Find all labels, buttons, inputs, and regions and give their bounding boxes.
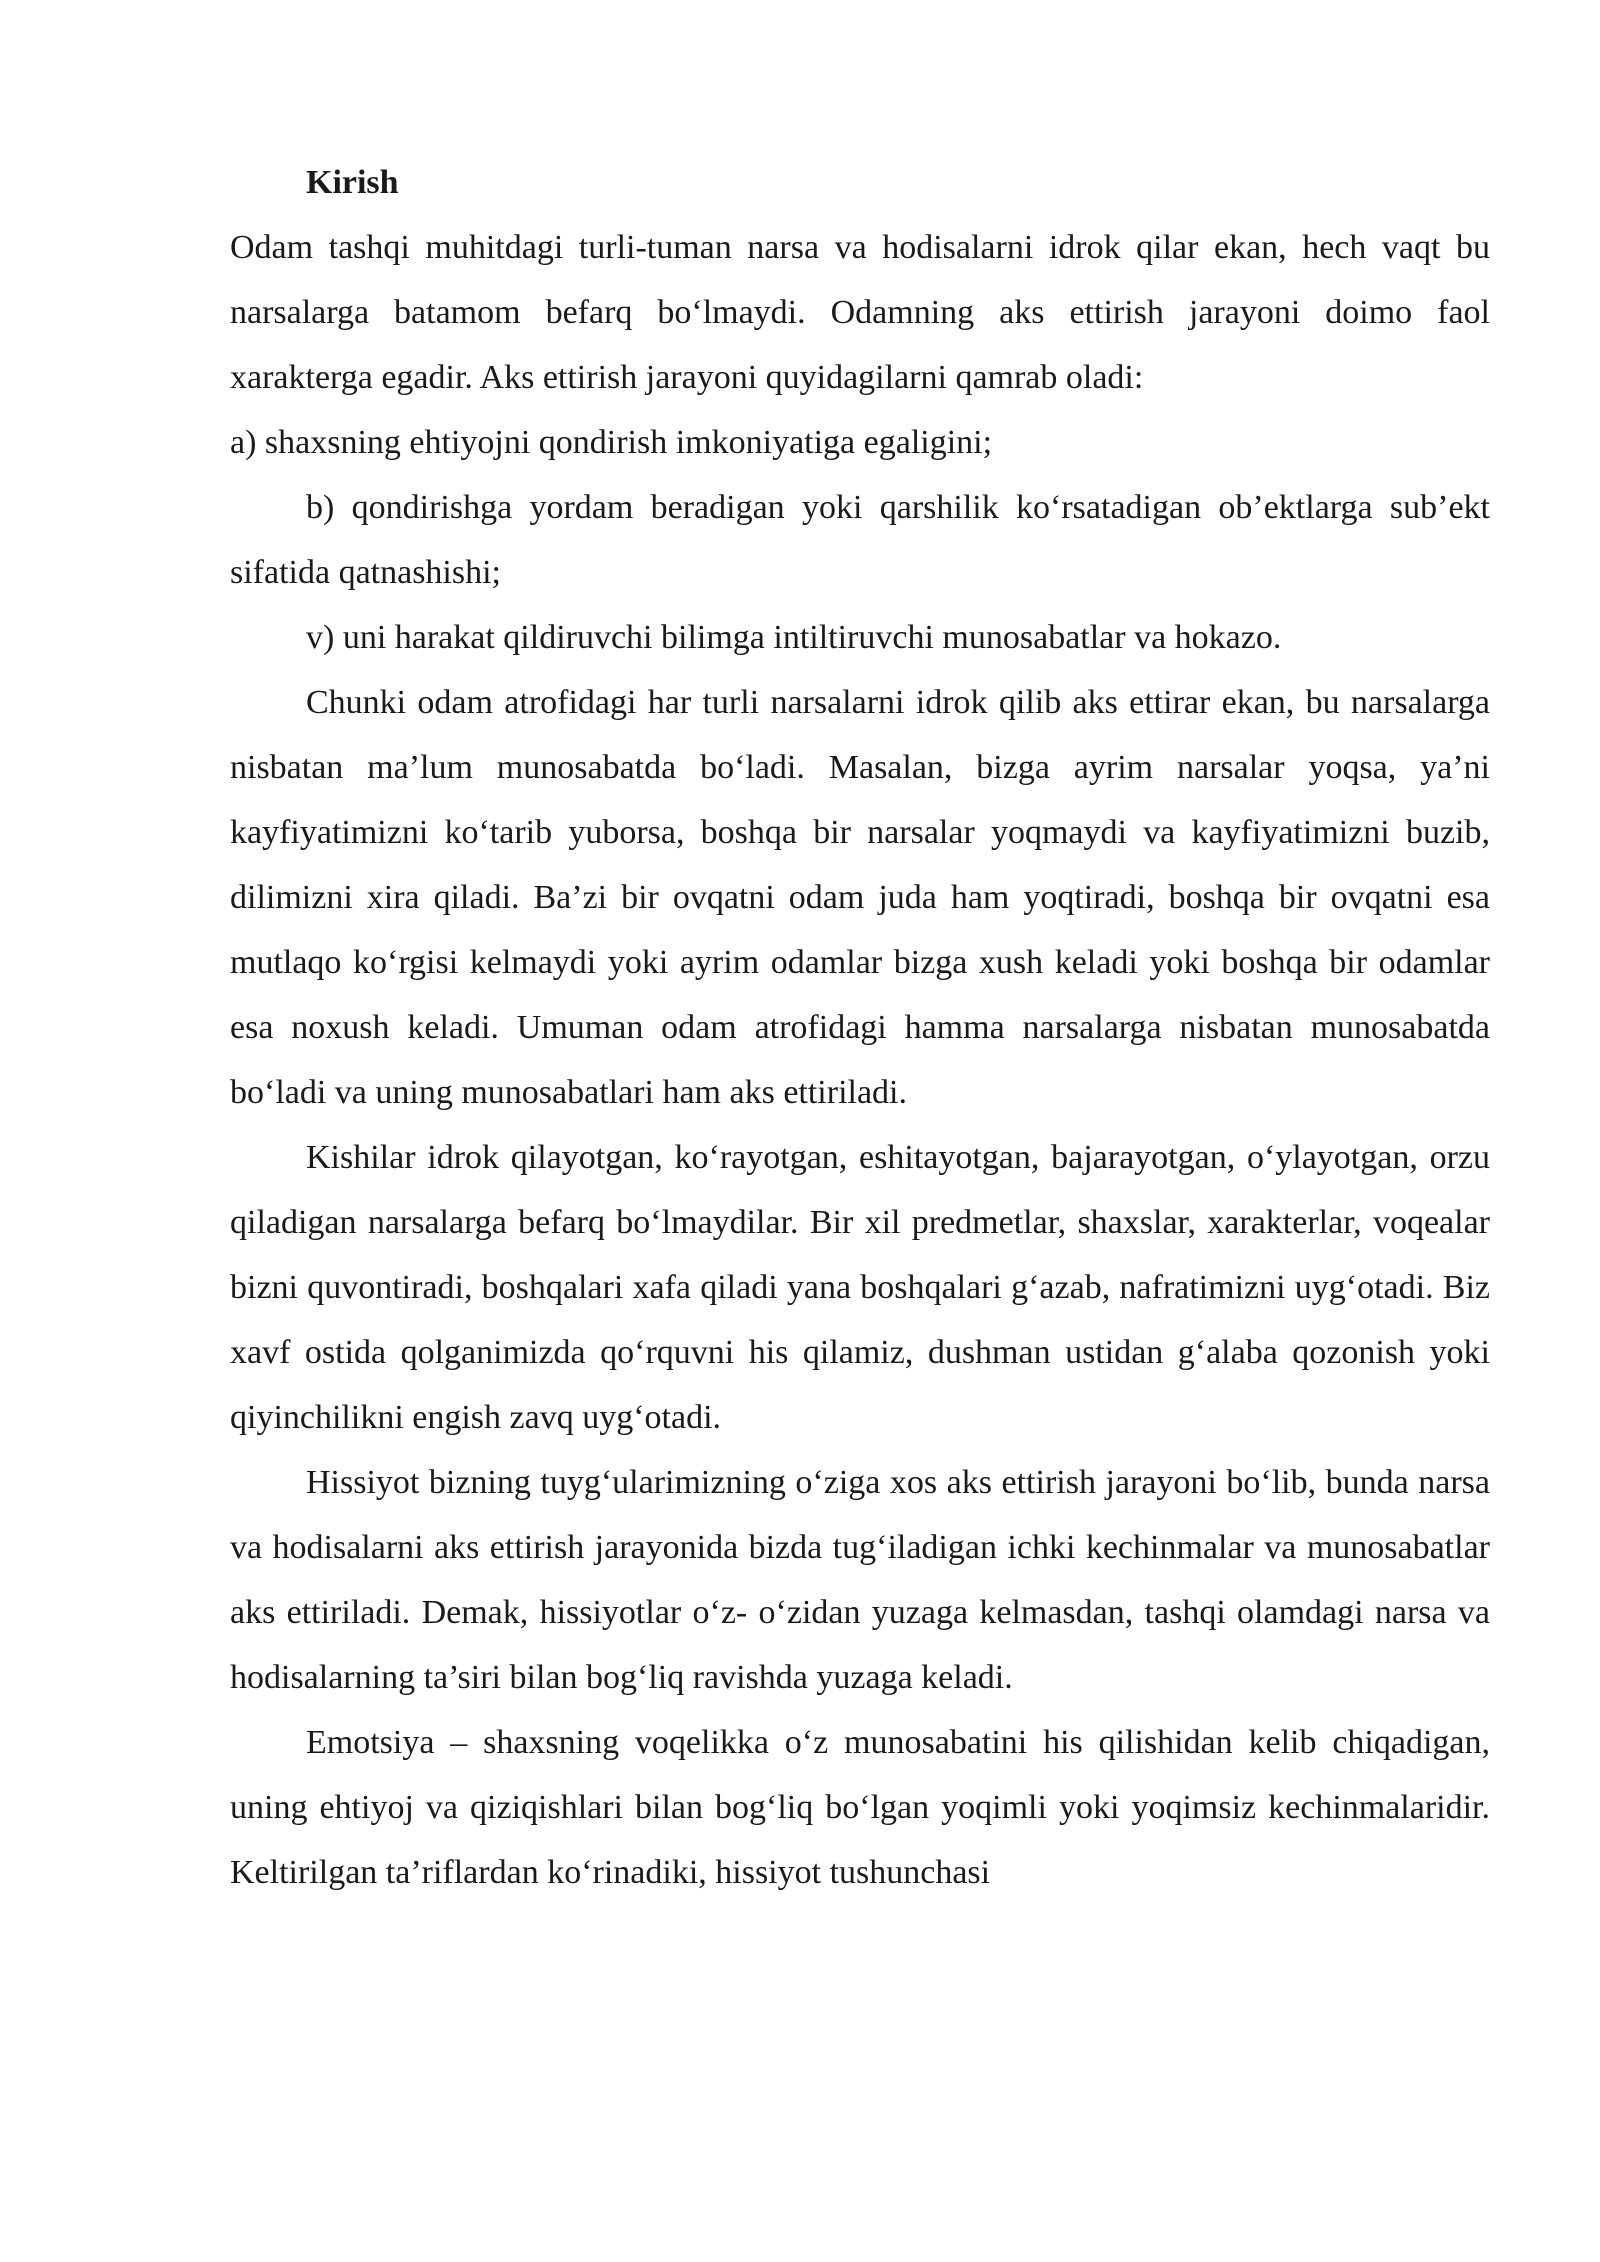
paragraph-intro: Odam tashqi muhitdagi turli-tuman narsa va hodisalarni idrok qilar ekan, hech vaqt bu narsalarga batamom befarq bo‘lmaydi. Odamning aks ettirish jarayoni doimo faol xarakterga egadir. Aks ettirish jarayoni quyidagilarni qamrab oladi:	[230, 229, 1490, 396]
list-item-v: v) uni harakat qildiruvchi bilimga intiltiruvchi munosabatlar va hokazo.	[306, 619, 1282, 656]
paragraph-people: Kishilar idrok qilayotgan, ko‘rayotgan, eshitayotgan, bajarayotgan, o‘ylayotgan, orzu qiladigan narsalarga befarq bo‘lmaydilar. Bir xil predmetlar, shaxslar, xarakterlar, voqealar bizni quvontiradi, boshqalari xafa qiladi yana boshqalari g‘azab, nafratimizni uyg‘otadi. Biz xavf ostida qolganimizda qo‘rquvni his qilamiz, dushman ustidan g‘alaba qozonish yoki qiyinchilikni engish zavq uyg‘otadi.	[230, 1139, 1490, 1436]
document-page	[230, 150, 1490, 1905]
paragraph-hissiyot: Hissiyot bizning tuyg‘ularimizning o‘ziga xos aks ettirish jarayoni bo‘lib, bunda narsa va hodisalarni aks ettirish jarayonida bizda tug‘iladigan ichki kechinmalar va munosabatlar aks ettiriladi. Demak, hissiyotlar o‘z- o‘zidan yuzaga kelmasdan, tashqi olamdagi narsa va hodisalarning ta’siri bilan bog‘liq ravishda yuzaga keladi.	[230, 1464, 1490, 1696]
paragraph-attitudes: Chunki odam atrofidagi har turli narsalarni idrok qilib aks ettirar ekan, bu narsalarga nisbatan ma’lum munosabatda bo‘ladi. Masalan, bizga ayrim narsalar yoqsa, ya’ni kayfiyatimizni ko‘tarib yuborsa, boshqa bir narsalar yoqmaydi va kayfiyatimizni buzib, dilimizni xira qiladi. Ba’zi bir ovqatni odam juda ham yoqtiradi, boshqa bir ovqatni esa mutlaqo ko‘rgisi kelmaydi yoki ayrim odamlar bizga xush keladi yoki boshqa bir odamlar esa noxush keladi. Umuman odam atrofidagi hamma narsalarga nisbatan munosabatda bo‘ladi va uning munosabatlari ham aks ettiriladi.	[230, 684, 1490, 1111]
list-item-a: a) shaxsning ehtiyojni qondirish imkoniyatiga egaligini;	[230, 424, 993, 461]
paragraph-emotsiya: Emotsiya – shaxsning voqelikka o‘z munosabatini his qilishidan kelib chiqadigan, uning ehtiyoj va qiziqishlari bilan bog‘liq bo‘lgan yoqimli yoki yoqimsiz kechinmalaridir. Keltirilgan ta’riflardan ko‘rinadiki, hissiyot tushunchasi	[230, 1724, 1490, 1891]
section-heading: Kirish	[306, 164, 399, 201]
list-item-b: b) qondirishga yordam beradigan yoki qarshilik ko‘rsatadigan ob’ektlarga sub’ekt sifatida qatnashishi;	[230, 489, 1490, 591]
